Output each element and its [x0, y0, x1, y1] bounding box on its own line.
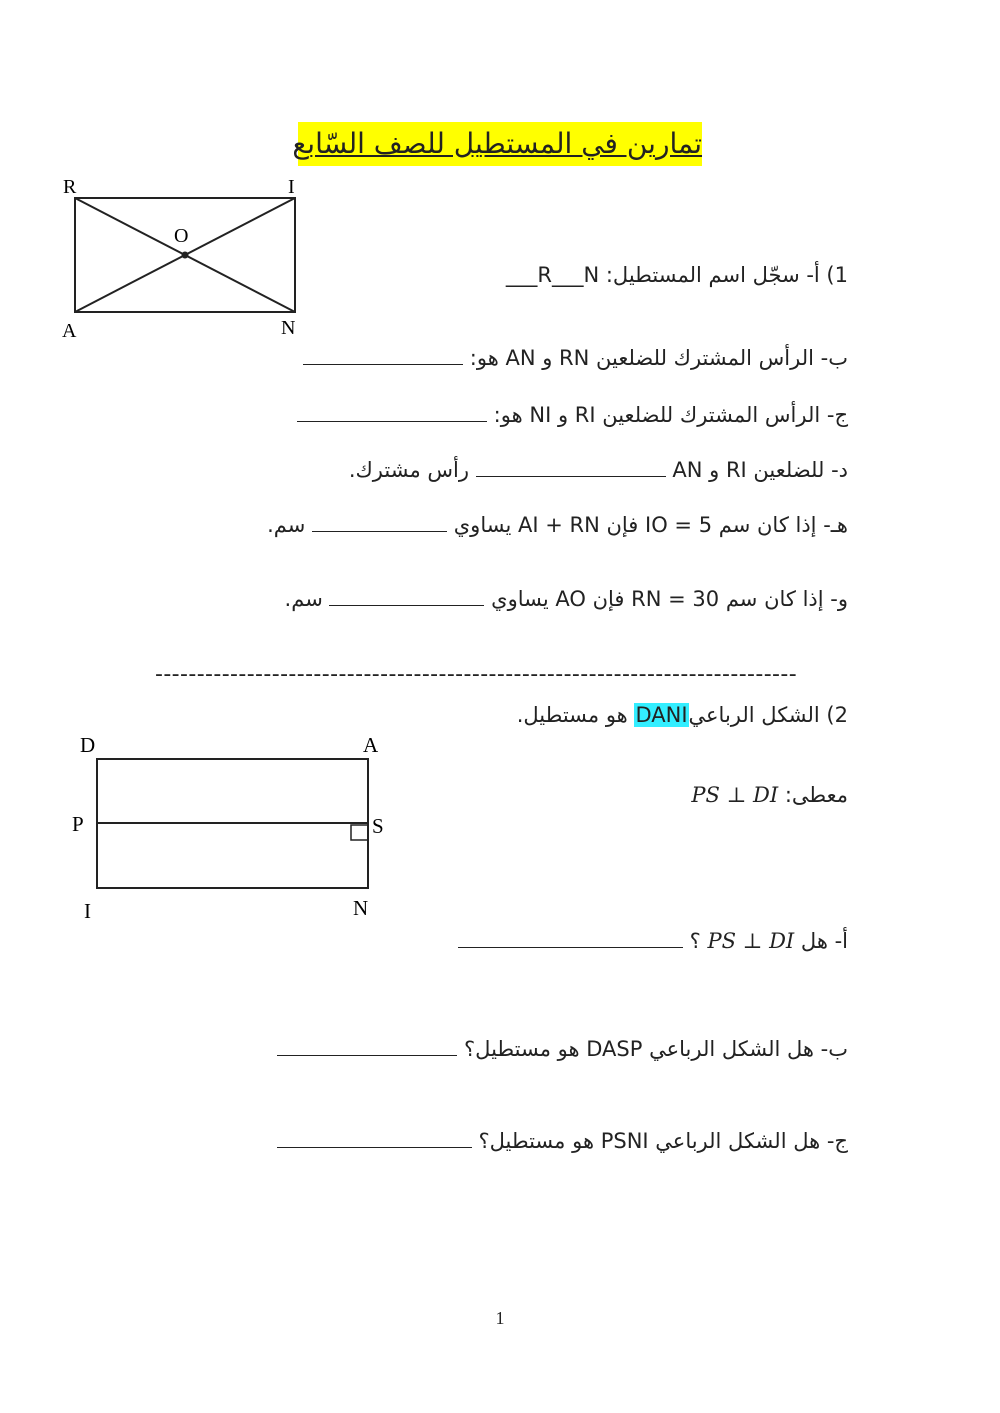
q1-b-blank[interactable]	[303, 344, 463, 365]
section-divider: -----------------------------------------------------------------------------	[155, 662, 798, 687]
q2-a: أ- هل PS ⊥ DI ؟	[458, 926, 848, 956]
page-title: تمارين في المستطيل للصف السّابع	[298, 122, 702, 166]
q1-e: هـ- إذا كان سم 5 = IO فإن AI + RN يساوي سم.	[267, 513, 848, 537]
q1-d-blank[interactable]	[476, 456, 666, 477]
vertex-label-p: P	[72, 812, 84, 836]
q1-a: 1) أ- سجّل اسم المستطيل: R___N___	[505, 263, 848, 287]
page-number: 1	[495, 1308, 505, 1328]
q1-a-answer: R___N___	[505, 263, 600, 287]
vertex-label-o: O	[174, 225, 189, 247]
highlight-dani: DANI	[635, 703, 688, 727]
q2-c-blank[interactable]	[277, 1127, 472, 1148]
q1-c-blank[interactable]	[297, 401, 487, 422]
q2-given: معطى: PS ⊥ DI	[691, 783, 848, 807]
vertex-label-r: R	[63, 176, 77, 198]
q1-c: ج- الرأس المشترك للضلعين RI و NI هو:	[297, 400, 848, 430]
q1-f-blank[interactable]	[329, 585, 484, 606]
q2-a-blank[interactable]	[458, 927, 683, 948]
q2-intro: 2) الشكل الرباعيDANI هو مستطيل.	[516, 703, 848, 727]
vertex-label-a2: A	[363, 733, 379, 757]
q2-b: ب- هل الشكل الرباعي DASP هو مستطيل؟	[277, 1034, 848, 1064]
q1-e-blank[interactable]	[312, 511, 447, 532]
rectangle-figure-2	[66, 728, 406, 924]
vertex-label-n2: N	[353, 896, 369, 920]
given-math: PS ⊥ DI	[691, 783, 779, 807]
q2-b-blank[interactable]	[277, 1035, 457, 1056]
vertex-label-d: D	[80, 733, 96, 757]
vertex-label-i: I	[288, 176, 295, 198]
vertex-label-n: N	[281, 317, 296, 339]
rectangle-figure-1	[55, 170, 315, 345]
vertex-label-i2: I	[84, 899, 91, 923]
vertex-label-s: S	[372, 814, 384, 838]
q1-d: د- للضلعين RI و AN رأس مشترك.	[348, 458, 848, 482]
q2-a-math: PS ⊥ DI	[707, 929, 795, 953]
q2-c: ج- هل الشكل الرباعي PSNI هو مستطيل؟	[277, 1126, 848, 1156]
q1-f: و- إذا كان سم 30 = RN فإن AO يساوي سم.	[284, 587, 848, 611]
q1-b: ب- الرأس المشترك للضلعين RN و AN هو:	[303, 343, 848, 373]
vertex-label-a: A	[62, 320, 77, 342]
